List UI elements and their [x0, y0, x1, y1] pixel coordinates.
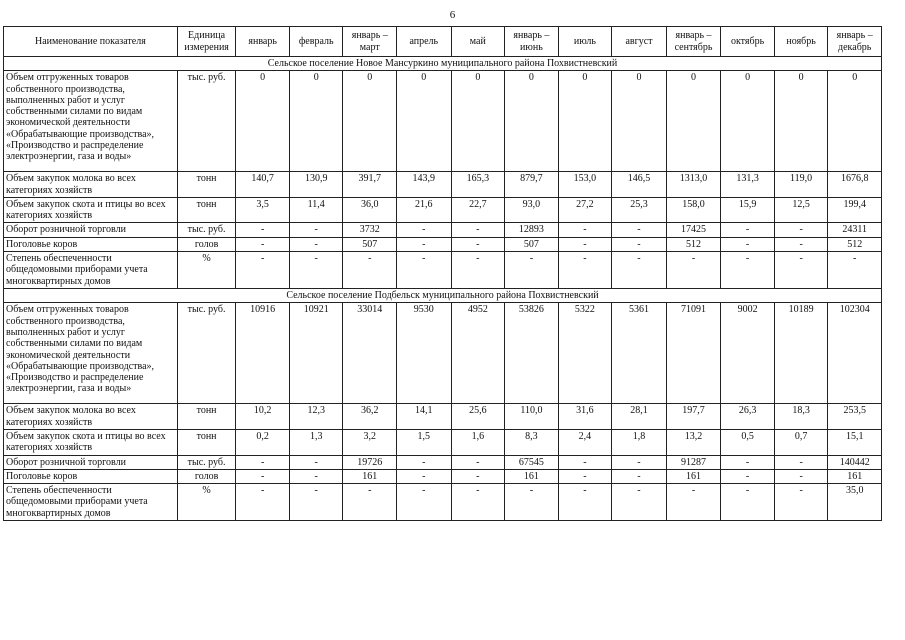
value-cell: - [397, 469, 452, 483]
value-cell: - [612, 469, 667, 483]
table-row [4, 429, 882, 455]
value-cell: - [558, 469, 612, 483]
unit-cell: тыс. руб. [177, 455, 236, 469]
value-cell: 10189 [774, 303, 828, 404]
value-cell: - [505, 252, 559, 289]
indicator-name: Объем отгруженных товаров собственного производства, выполненных работ и услуг собственными силами по видам экономической деятельности «Обрабатывающие производства», «Производство и распределение электроэнергии, газа и воды» [4, 303, 178, 404]
value-cell: - [289, 252, 343, 289]
value-cell: 140,7 [236, 172, 290, 198]
value-cell: - [666, 252, 721, 289]
value-cell: 35,0 [828, 484, 882, 521]
value-cell: - [612, 484, 667, 521]
unit-cell: тонн [177, 404, 236, 430]
table-row [4, 71, 882, 172]
value-cell: 19726 [343, 455, 397, 469]
value-cell: 161 [505, 469, 559, 483]
indicator-name: Объем закупок скота и птицы во всех категориях хозяйств [4, 197, 178, 223]
value-cell: - [612, 223, 667, 237]
section-title: Сельское поселение Подбельск муниципального района Похвистневский [4, 289, 882, 303]
value-cell: - [236, 455, 290, 469]
value-cell: 0 [289, 71, 343, 172]
value-cell: 26,3 [721, 404, 775, 430]
indicator-name: Объем закупок молока во всех категориях хозяйств [4, 404, 178, 430]
value-cell: 31,6 [558, 404, 612, 430]
unit-cell: голов [177, 469, 236, 483]
value-cell: 28,1 [612, 404, 667, 430]
value-cell: - [666, 484, 721, 521]
table-row [4, 455, 882, 469]
value-cell: - [721, 469, 775, 483]
value-cell: 0 [828, 71, 882, 172]
value-cell: 22,7 [451, 197, 505, 223]
value-cell: 10921 [289, 303, 343, 404]
value-cell: - [236, 484, 290, 521]
column-header: ноябрь [774, 27, 828, 57]
value-cell: 14,1 [397, 404, 452, 430]
value-cell: 5361 [612, 303, 667, 404]
value-cell: 1,8 [612, 429, 667, 455]
column-header: январь – сентябрь [666, 27, 721, 57]
value-cell: - [721, 484, 775, 521]
value-cell: - [558, 455, 612, 469]
value-cell: 512 [828, 237, 882, 251]
value-cell: - [612, 455, 667, 469]
value-cell: - [236, 469, 290, 483]
table-row [4, 484, 882, 521]
column-header: январь [236, 27, 290, 57]
value-cell: 3,2 [343, 429, 397, 455]
unit-cell: тыс. руб. [177, 223, 236, 237]
value-cell: - [236, 223, 290, 237]
value-cell: - [721, 223, 775, 237]
value-cell: 1,3 [289, 429, 343, 455]
value-cell: 512 [666, 237, 721, 251]
value-cell: 161 [666, 469, 721, 483]
value-cell: 9002 [721, 303, 775, 404]
page-number: 6 [449, 9, 456, 21]
value-cell: 93,0 [505, 197, 559, 223]
value-cell: 10,2 [236, 404, 290, 430]
value-cell: 507 [505, 237, 559, 251]
value-cell: - [721, 455, 775, 469]
value-cell: - [451, 484, 505, 521]
value-cell: 2,4 [558, 429, 612, 455]
value-cell: 146,5 [612, 172, 667, 198]
value-cell: 1,6 [451, 429, 505, 455]
indicator-name: Оборот розничной торговли [4, 455, 178, 469]
value-cell: 8,3 [505, 429, 559, 455]
value-cell: - [774, 455, 828, 469]
value-cell: 53826 [505, 303, 559, 404]
value-cell: 25,3 [612, 197, 667, 223]
value-cell: 0 [612, 71, 667, 172]
table-row [4, 469, 882, 483]
indicator-name: Объем отгруженных товаров собственного производства, выполненных работ и услуг собственными силами по видам экономической деятельности «Обрабатывающие производства», «Производство и распределение электроэнергии, газа и воды» [4, 71, 178, 172]
value-cell: 253,5 [828, 404, 882, 430]
value-cell: 0,7 [774, 429, 828, 455]
value-cell: - [289, 223, 343, 237]
value-cell: - [451, 469, 505, 483]
value-cell: - [397, 223, 452, 237]
value-cell: 0 [505, 71, 559, 172]
value-cell: 11,4 [289, 197, 343, 223]
column-header: январь – июнь [505, 27, 559, 57]
value-cell: - [289, 484, 343, 521]
value-cell: 5322 [558, 303, 612, 404]
column-header: январь – март [343, 27, 397, 57]
value-cell: 197,7 [666, 404, 721, 430]
value-cell: - [289, 469, 343, 483]
column-header: август [612, 27, 667, 57]
value-cell: 27,2 [558, 197, 612, 223]
value-cell: 0 [774, 71, 828, 172]
value-cell: 24311 [828, 223, 882, 237]
column-header: февраль [289, 27, 343, 57]
unit-cell: тыс. руб. [177, 71, 236, 172]
value-cell: 0,5 [721, 429, 775, 455]
value-cell: - [343, 252, 397, 289]
table-row [4, 252, 882, 289]
value-cell: 153,0 [558, 172, 612, 198]
value-cell: 161 [828, 469, 882, 483]
indicators-table [3, 26, 882, 521]
value-cell: 199,4 [828, 197, 882, 223]
value-cell: - [612, 237, 667, 251]
value-cell: 13,2 [666, 429, 721, 455]
table-row [4, 237, 882, 251]
value-cell: 36,2 [343, 404, 397, 430]
value-cell: 0,2 [236, 429, 290, 455]
value-cell: 36,0 [343, 197, 397, 223]
table-body [4, 57, 882, 521]
unit-cell: тыс. руб. [177, 303, 236, 404]
value-cell: - [289, 237, 343, 251]
value-cell: 0 [666, 71, 721, 172]
value-cell: 165,3 [451, 172, 505, 198]
value-cell: 15,9 [721, 197, 775, 223]
value-cell: 131,3 [721, 172, 775, 198]
value-cell: - [774, 237, 828, 251]
indicator-name: Степень обеспеченности общедомовыми приборами учета многоквартирных домов [4, 484, 178, 521]
value-cell: 21,6 [397, 197, 452, 223]
value-cell: 15,1 [828, 429, 882, 455]
value-cell: - [774, 484, 828, 521]
column-header: май [451, 27, 505, 57]
indicator-name: Оборот розничной торговли [4, 223, 178, 237]
value-cell: 1313,0 [666, 172, 721, 198]
value-cell: 119,0 [774, 172, 828, 198]
value-cell: 17425 [666, 223, 721, 237]
column-header: июль [558, 27, 612, 57]
value-cell: 3732 [343, 223, 397, 237]
value-cell: 1,5 [397, 429, 452, 455]
value-cell: 0 [721, 71, 775, 172]
value-cell: - [451, 252, 505, 289]
value-cell: - [612, 252, 667, 289]
value-cell: 391,7 [343, 172, 397, 198]
value-cell: - [505, 484, 559, 521]
value-cell: - [343, 484, 397, 521]
value-cell: - [558, 252, 612, 289]
value-cell: 12,5 [774, 197, 828, 223]
value-cell: 143,9 [397, 172, 452, 198]
table-row [4, 197, 882, 223]
value-cell: - [558, 223, 612, 237]
value-cell: 12893 [505, 223, 559, 237]
table-row [4, 172, 882, 198]
value-cell: 140442 [828, 455, 882, 469]
header-row [4, 27, 882, 57]
value-cell: - [397, 237, 452, 251]
section-title-row [4, 57, 882, 71]
indicator-name: Объем закупок скота и птицы во всех категориях хозяйств [4, 429, 178, 455]
section-title: Сельское поселение Новое Мансуркино муниципального района Похвистневский [4, 57, 882, 71]
value-cell: - [236, 252, 290, 289]
indicator-name: Поголовье коров [4, 469, 178, 483]
value-cell: 161 [343, 469, 397, 483]
value-cell: 91287 [666, 455, 721, 469]
value-cell: 507 [343, 237, 397, 251]
value-cell: - [721, 237, 775, 251]
column-header: апрель [397, 27, 452, 57]
value-cell: - [451, 223, 505, 237]
value-cell: 3,5 [236, 197, 290, 223]
unit-cell: тонн [177, 197, 236, 223]
value-cell: 158,0 [666, 197, 721, 223]
value-cell: 9530 [397, 303, 452, 404]
unit-cell: тонн [177, 172, 236, 198]
table-row [4, 223, 882, 237]
indicator-name: Степень обеспеченности общедомовыми приборами учета многоквартирных домов [4, 252, 178, 289]
value-cell: 130,9 [289, 172, 343, 198]
value-cell: 18,3 [774, 404, 828, 430]
value-cell: 0 [558, 71, 612, 172]
indicator-name: Поголовье коров [4, 237, 178, 251]
value-cell: - [289, 455, 343, 469]
unit-cell: % [177, 484, 236, 521]
value-cell: - [397, 455, 452, 469]
value-cell: 25,6 [451, 404, 505, 430]
value-cell: 0 [343, 71, 397, 172]
value-cell: - [828, 252, 882, 289]
value-cell: - [558, 237, 612, 251]
value-cell: - [774, 223, 828, 237]
value-cell: 0 [451, 71, 505, 172]
value-cell: 102304 [828, 303, 882, 404]
value-cell: 33014 [343, 303, 397, 404]
value-cell: - [451, 455, 505, 469]
table-row [4, 404, 882, 430]
column-header: Единица измерения [177, 27, 236, 57]
value-cell: 1676,8 [828, 172, 882, 198]
value-cell: - [236, 237, 290, 251]
value-cell: 879,7 [505, 172, 559, 198]
unit-cell: тонн [177, 429, 236, 455]
value-cell: 67545 [505, 455, 559, 469]
column-header: январь – декабрь [828, 27, 882, 57]
column-header: октябрь [721, 27, 775, 57]
value-cell: - [558, 484, 612, 521]
value-cell: 71091 [666, 303, 721, 404]
unit-cell: % [177, 252, 236, 289]
value-cell: - [451, 237, 505, 251]
value-cell: 4952 [451, 303, 505, 404]
table-row [4, 303, 882, 404]
column-header: Наименование показателя [4, 27, 178, 57]
value-cell: 12,3 [289, 404, 343, 430]
value-cell: - [397, 252, 452, 289]
unit-cell: голов [177, 237, 236, 251]
value-cell: 10916 [236, 303, 290, 404]
value-cell: - [774, 252, 828, 289]
indicator-name: Объем закупок молока во всех категориях хозяйств [4, 172, 178, 198]
value-cell: 110,0 [505, 404, 559, 430]
value-cell: - [774, 469, 828, 483]
value-cell: - [397, 484, 452, 521]
section-title-row [4, 289, 882, 303]
value-cell: 0 [236, 71, 290, 172]
value-cell: - [721, 252, 775, 289]
value-cell: 0 [397, 71, 452, 172]
